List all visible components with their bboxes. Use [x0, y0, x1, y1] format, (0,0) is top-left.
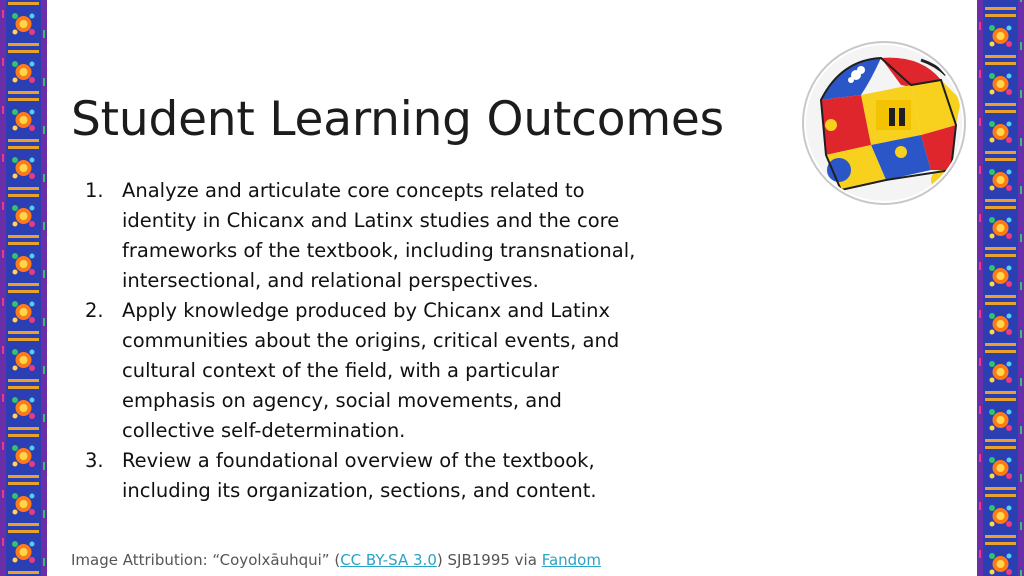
list-line: Review a foundational overview of the textbook,: [122, 449, 595, 472]
list-line: emphasis on agency, social movements, and: [122, 389, 562, 412]
list-line: collective self-determination.: [122, 419, 406, 442]
list-line: intersectional, and relational perspectives.: [122, 269, 539, 292]
list-item: [85, 176, 645, 296]
list-line: including its organization, sections, and content.: [122, 479, 597, 502]
list-number: 1.: [85, 179, 104, 202]
attribution-middle: ) SJB1995 via: [436, 551, 542, 569]
slide: [47, 0, 977, 576]
slide-title: Student Learning Outcomes: [71, 92, 724, 147]
list-line: cultural context of the field, with a particular: [122, 359, 560, 382]
list-line: Apply knowledge produced by Chicanx and Latinx: [122, 299, 611, 322]
decorative-border-right: [977, 0, 1024, 576]
list-line: Analyze and articulate core concepts related to: [122, 179, 585, 202]
list-line: communities about the origins, critical events, and: [122, 329, 620, 352]
list-item: [85, 446, 645, 506]
attribution-prefix: Image Attribution: “Coyolxāuhqui” (: [71, 551, 341, 569]
source-link[interactable]: Fandom: [541, 551, 601, 569]
coyolxauhqui-stone-icon: [801, 40, 967, 206]
list-number: 3.: [85, 449, 104, 472]
image-attribution: [71, 551, 601, 569]
list-number: 2.: [85, 299, 104, 322]
license-link[interactable]: CC BY-SA 3.0: [340, 551, 437, 569]
list-item: [85, 296, 645, 446]
list-line: identity in Chicanx and Latinx studies and the core: [122, 209, 620, 232]
outcomes-list: [85, 176, 645, 506]
list-line: frameworks of the textbook, including transnational,: [122, 239, 636, 262]
decorative-border-left: [0, 0, 47, 576]
